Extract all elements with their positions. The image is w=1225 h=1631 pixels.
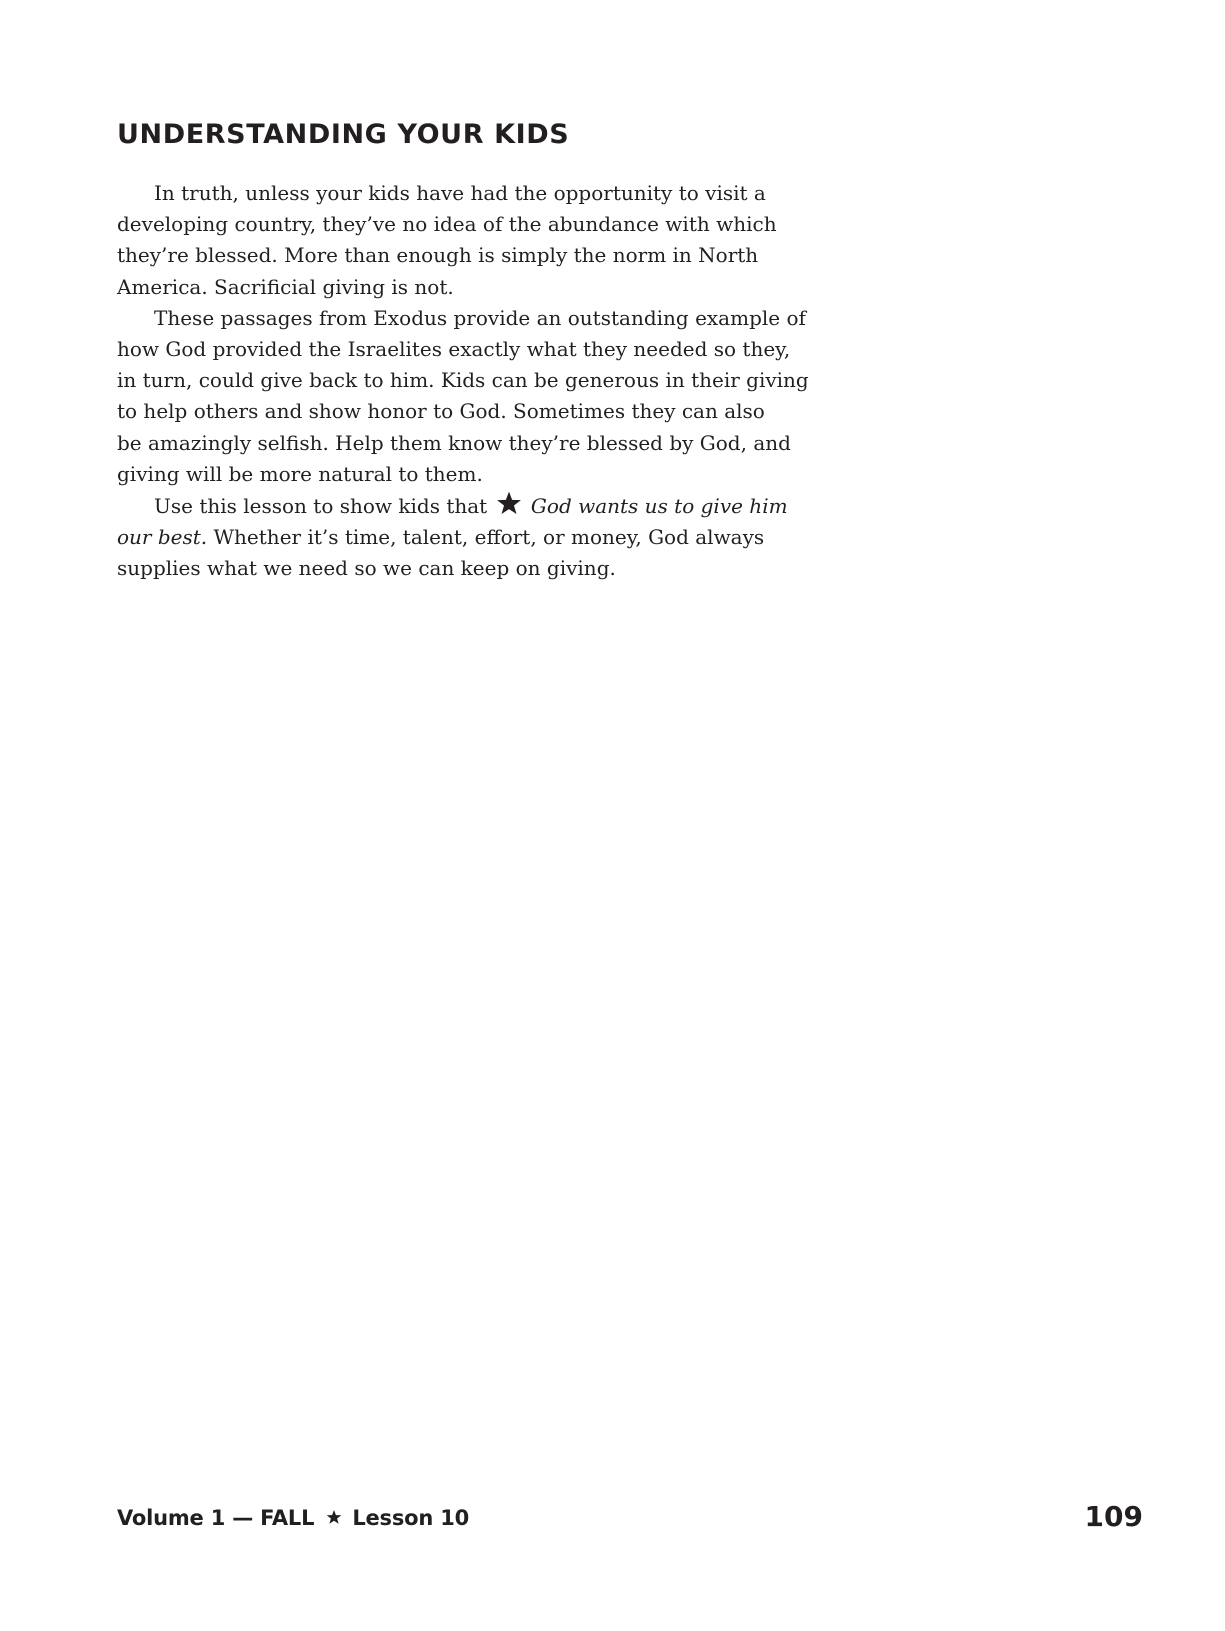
text-line: how God provided the Israelites exactly what they needed so they, [117, 337, 791, 362]
text-line [117, 522, 797, 553]
text-line: These passages from Exodus provide an outstanding example of [154, 305, 806, 330]
text-line: In truth, unless your kids have had the opportunity to visit a [154, 181, 766, 205]
text-line: be amazingly selfish. Help them know they’re blessed by God, and [117, 430, 791, 455]
text-line: to help others and show honor to God. Sometimes they can also [117, 399, 765, 424]
star-icon [326, 1509, 342, 1525]
footer-volume: Volume 1 — FALL [117, 1506, 315, 1530]
paragraph-3 [117, 490, 797, 585]
star-icon [495, 490, 523, 516]
key-point-text: God wants us to give him [530, 494, 788, 519]
text-line: America. Sacrificial giving is not. [117, 274, 454, 299]
text-line: in turn, could give back to him. Kids can be generous in their giving [117, 368, 809, 393]
key-point-text: our best. [117, 525, 208, 550]
page-number: 109 [1084, 1500, 1143, 1533]
text-line: supplies what we need so we can keep on giving. [117, 556, 616, 581]
text-fragment: Whether it’s time, talent, effort, or money, God always [207, 525, 765, 550]
paragraph-2 [117, 303, 809, 490]
body-text [117, 178, 809, 585]
text-line [117, 490, 797, 522]
lead-text: Use this lesson to show kids that [154, 494, 488, 519]
footer-running-title [117, 1506, 469, 1530]
text-line: they’re blessed. More than enough is simply the norm in North [117, 243, 759, 268]
text-line: giving will be more natural to them. [117, 461, 483, 486]
footer-lesson: Lesson 10 [352, 1506, 470, 1530]
text-line: developing country, they’ve no idea of the abundance with which [117, 212, 777, 237]
paragraph-1 [117, 178, 797, 303]
section-heading: UNDERSTANDING YOUR KIDS [117, 119, 570, 150]
